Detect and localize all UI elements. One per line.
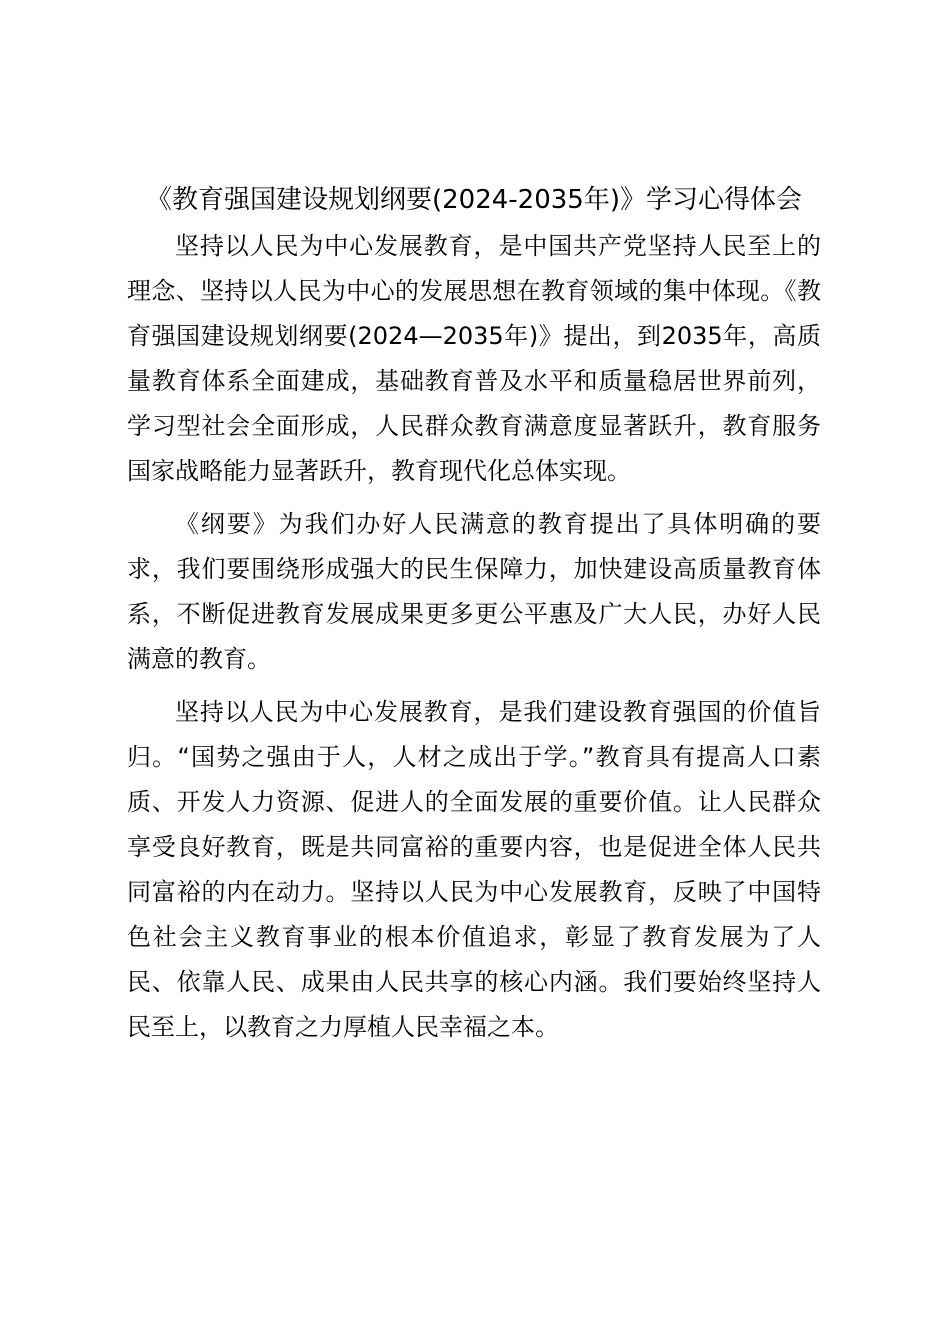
paragraph-3: 坚持以人民为中心发展教育，是我们建设教育强国的价值旨归。“国势之强由于人，人材之成出于学。”教育具有提高人口素质、开发人力资源、促进人的全面发展的重要价值。让人民群众享受良好教育，既是共同富裕的重要内容，也是促进全体人民共同富裕的内在动力。坚持以人民为中心发展教育，反映了中国特色社会主义教育事业的根本价值追求，彰显了教育发展为了人民、依靠人民、成果由人民共享的核心内涵。我们要始终坚持人民至上，以教育之力厚植人民幸福之本。 — [127, 698, 821, 1041]
document-title: 《教育强国建设规划纲要(2024-2035年)》学习心得体会 — [145, 185, 802, 215]
paragraph-2: 《纲要》为我们办好人民满意的教育提出了具体明确的要求，我们要围绕形成强大的民生保障力，加快建设高质量教育体系，不断促进教育发展成果更多更公平惠及广大人民，办好人民满意的教育。 — [127, 510, 821, 673]
document-body — [127, 176, 821, 1058]
paragraph-1: 坚持以人民为中心发展教育，是中国共产党坚持人民至上的理念、坚持以人民为中心的发展思想在教育领域的集中体现。《教育强国建设规划纲要(2024—2035年)》提出，到2035年，高质量教育体系全面建成，基础教育普及水平和质量稳居世界前列，学习型社会全面形成，人民群众教育满意度显著跃升，教育服务国家战略能力显著跃升，教育现代化总体实现。 — [127, 232, 821, 485]
